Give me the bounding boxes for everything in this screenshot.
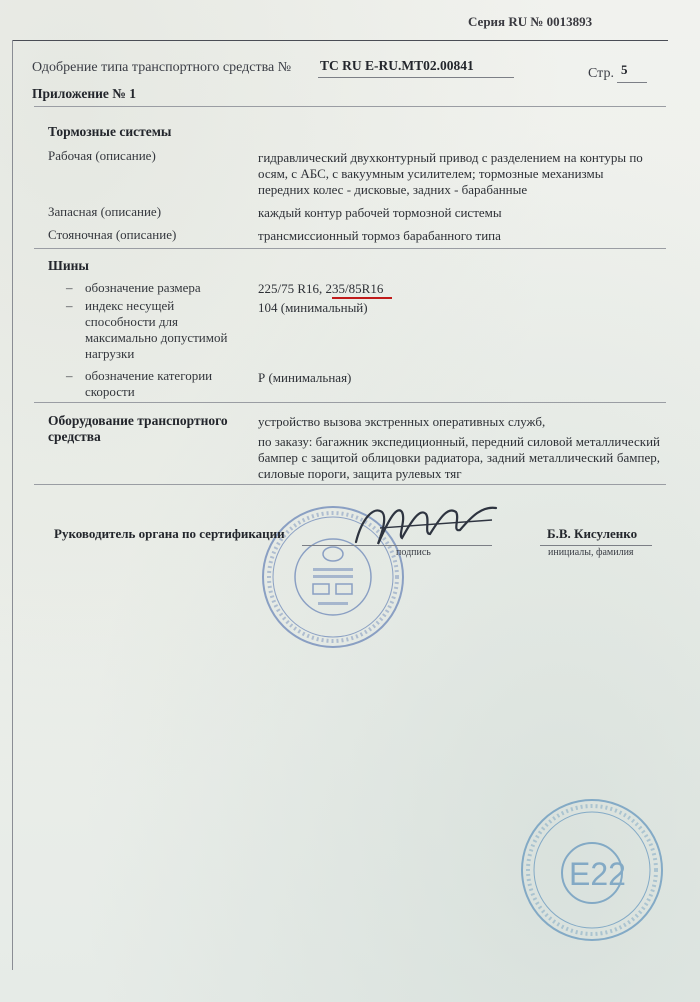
equipment-value-1: устройство вызова экстренных оперативных служб, [258, 414, 546, 429]
equipment-value-2: по заказу: багажник экспедиционный, передний силовой металлический бампер с защитой облицовки радиатора, задний металлический бампер, силовые пороги, защита рулевых тяг [258, 434, 660, 481]
red-underline-mark [332, 297, 392, 299]
brakes-title: Тормозные системы [48, 124, 172, 139]
tires-divider [34, 402, 666, 403]
e22-seal-text: E22 [569, 856, 626, 892]
frame-top-line [12, 40, 668, 41]
tires-load-index-value: 104 (минимальный) [258, 300, 368, 315]
page-underline [617, 82, 647, 83]
signatory-name: Б.В. Кисуленко [547, 526, 638, 541]
name-caption: инициалы, фамилия [548, 547, 634, 558]
approval-underline [318, 77, 514, 78]
name-line [540, 545, 652, 546]
appendix-title: Приложение № 1 [32, 86, 136, 101]
section-divider [34, 106, 666, 107]
brakes-reserve-label: Запасная (описание) [48, 204, 162, 219]
signature-caption: подпись [396, 547, 431, 558]
tires-dash-1: – [66, 280, 73, 295]
frame-left-line [12, 40, 13, 970]
brakes-reserve-value: каждый контур рабочей тормозной системы [258, 205, 502, 220]
tires-size-label: обозначение размера [85, 280, 201, 295]
handwritten-signature [352, 498, 502, 548]
brakes-divider [34, 248, 666, 249]
page-label: Стр. [588, 66, 614, 81]
signature-line [302, 545, 492, 546]
page-number: 5 [621, 62, 628, 77]
approval-label: Одобрение типа транспортного средства № [32, 60, 292, 75]
tires-dash-3: – [66, 368, 73, 383]
tires-title: Шины [48, 258, 89, 273]
tires-speed-label: обозначение категории скорости [85, 368, 213, 399]
tires-size-value: 225/75 R16, 235/85R16 [258, 281, 384, 296]
brakes-parking-label: Стояночная (описание) [48, 227, 177, 242]
equipment-title: Оборудование транспортного средства [48, 413, 228, 444]
head-of-certification-label: Руководитель органа по сертификации [54, 526, 285, 541]
e22-seal [517, 795, 667, 945]
brakes-parking-value: трансмиссионный тормоз барабанного типа [258, 228, 501, 243]
brakes-service-label: Рабочая (описание) [48, 148, 156, 163]
brakes-service-value: гидравлический двухконтурный привод с разделением на контуры по осям, с АБС, с вакуумным усилителем; тормозные механизмы передних колес - дисковые, задних - барабанные [258, 150, 643, 197]
equipment-divider [34, 484, 666, 485]
tires-speed-value: Р (минимальная) [258, 370, 352, 385]
tires-load-index-label: индекс несущей способности для максимально допустимой нагрузки [85, 298, 228, 361]
series-number: Серия RU № 0013893 [468, 14, 593, 29]
tires-dash-2: – [66, 298, 73, 313]
approval-number: ТС RU E-RU.МТ02.00841 [320, 58, 474, 73]
